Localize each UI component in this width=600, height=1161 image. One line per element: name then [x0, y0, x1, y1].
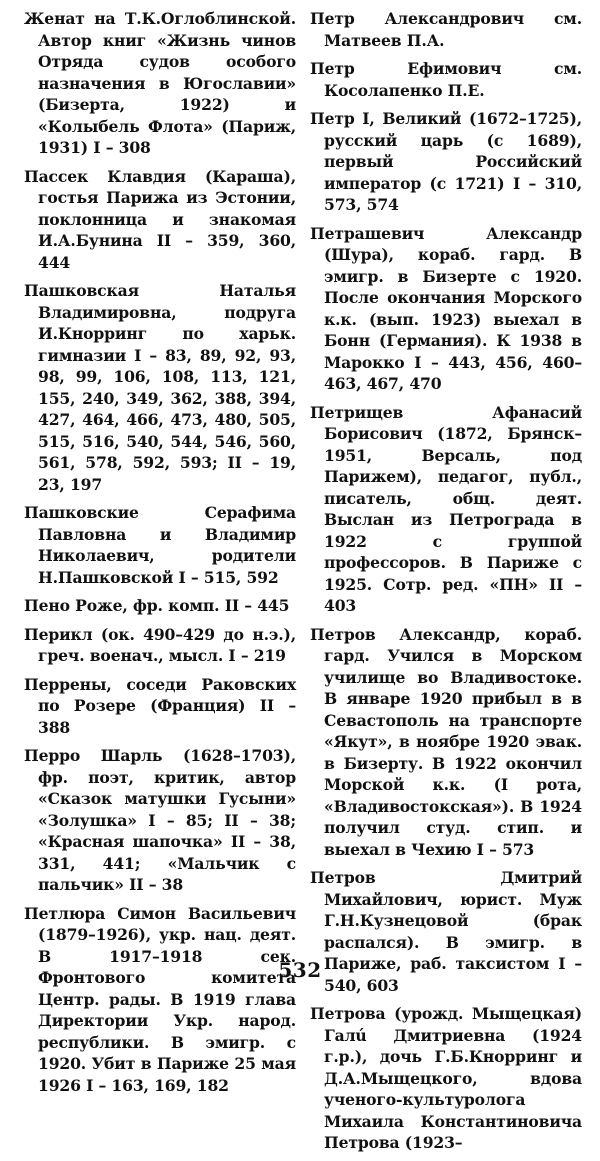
index-entry: Петр I, Великий (1672–1725), русский царь (с 1689), первый Российский император (с 1721) I – 310, 573, 574 — [310, 109, 582, 214]
index-entry: Петров Александр, кораб. гард. Учился в Морском училище во Владивостоке. В январе 1920 прибыл в в Севастополь на транспорте «Якут», в ноябре 1920 эвак. в Бизерту. В 1922 окончил Морской к.к. (I рота, «Владивостокская»). В 1924 получил студ. стип. и выехал в Чехию I – 573 — [310, 624, 582, 859]
index-entry: Пашковская Наталья Владимировна, подруга И.Кнорринг по харьк. гимназии I – 83, 89, 92, 93, 98, 99, 106, 108, 113, 121, 155, 240, 349, 362, 388, 394, 427, 464, 466, 473, 480, 505, 515, 516, 540, 544, 546, 560, 561, 578, 592, 593; II – 19, 23, 197 — [24, 281, 296, 494]
index-entry: Перрены, соседи Раковских по Розере (Франция) II – 388 — [24, 674, 296, 737]
index-entry: Пашковские Серафима Павловна и Владимир Николаевич, родители Н.Пашковской I – 515, 592 — [24, 503, 296, 587]
page-number: 532 — [278, 958, 322, 982]
index-entry: Петров Дмитрий Михайлович, юрист. Муж Г.Н.Кузнецовой (брак распался). В эмигр. в Париже, раб. таксистом I – 540, 603 — [310, 868, 582, 995]
index-entry: Петрашевич Александр (Шура), кораб. гард. В эмигр. в Бизерте с 1920. После окончания Морского к.к. (вып. 1923) выехал в Бонн (Германия). К 1938 в Марокко I – 443, 456, 460–463, 467, 470 — [310, 223, 582, 393]
right-column — [310, 8, 582, 1161]
index-entry: Женат на Т.К.Оглоблинской. Автор книг «Жизнь чинов Отряда судов особого назначения в Югославии» (Бизерта, 1922) и «Колыбель Флота» (Париж, 1931) I – 308 — [24, 9, 296, 157]
index-entry: Пено Роже, фр. комп. II – 445 — [24, 596, 290, 615]
index-entry: Петр Александрович см. Матвеев П.А. — [310, 9, 582, 50]
index-entry: Перикл (ок. 490–429 до н.э.), греч. военач., мысл. I – 219 — [24, 624, 296, 665]
index-entry: Петрищев Афанасий Борисович (1872, Брянск–1951, Версаль, под Парижем), педагог, публ., писатель, общ. деят. Выслан из Петрограда в 1922 с группой профессоров. В Париже с 1925. Сотр. ред. «ПН» II – 403 — [310, 402, 582, 615]
index-entry: Пассек Клавдия (Караша), гостья Парижа из Эстонии, поклонница и знакомая И.А.Бунина II – 359, 360, 444 — [24, 166, 296, 272]
index-entry: Петр Ефимович см. Косолапенко П.Е. — [310, 59, 582, 100]
left-column — [24, 8, 296, 1103]
index-entry: Петлюра Симон Васильевич (1879–1926), укр. нац. деят. В 1917–1918 сек. Фронтового комитета Центр. рады. В 1919 глава Директории Укр. народ. республики. В эмигр. с 1920. Убит в Париже 25 мая 1926 I – 163, 169, 182 — [24, 903, 296, 1095]
index-entry: Перро Шарль (1628–1703), фр. поэт, критик, автор «Сказок матушки Гусыни» «Золушка» I – 85; II – 38; «Красная шапочка» II – 38, 331, 441; «Мальчик с пальчик» II – 38 — [24, 746, 296, 894]
index-entry: Петрова (урожд. Мыщецкая) Галú Дмитриевна (1924 г.р.), дочь Г.Б.Кнорринг и Д.А.Мыщецкого, вдова ученого-культуролога Михаила Константиновича Петрова (1923– — [310, 1004, 582, 1152]
